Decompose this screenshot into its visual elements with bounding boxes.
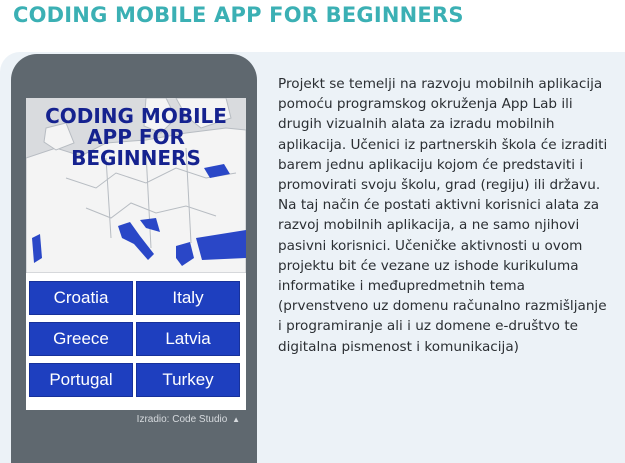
croatia-button[interactable]: Croatia <box>29 281 133 315</box>
app-footer-bar <box>26 410 246 432</box>
greece-button[interactable]: Greece <box>29 322 133 356</box>
page-title: CODING MOBILE APP FOR BEGINNERS <box>13 3 464 27</box>
credit-link[interactable] <box>137 414 240 425</box>
credit-text: Izradio: Code Studio <box>136 414 228 425</box>
latvia-button[interactable]: Latvia <box>136 322 240 356</box>
europe-map <box>26 98 246 273</box>
caret-up-icon: ▲ <box>232 415 240 424</box>
portugal-button[interactable]: Portugal <box>29 363 133 397</box>
app-title-line-1: CODING MOBILE <box>45 104 227 128</box>
app-title-line-2: APP FOR <box>87 125 185 149</box>
app-title-overlay <box>26 106 246 169</box>
app-title-line-3: BEGINNERS <box>71 146 201 170</box>
turkey-button[interactable]: Turkey <box>136 363 240 397</box>
app-screen[interactable] <box>26 98 246 410</box>
italy-button[interactable]: Italy <box>136 281 240 315</box>
project-description: Projekt se temelji na razvoju mobilnih aplikacija pomoću programskog okruženja App Lab ili drugih vizualnih alata za izradu mobilnih aplikacija. Učenici iz partnerskih škola će izraditi barem jednu aplikaciju kojom će predstaviti i promovirati svoju školu, grad (regiju) ili državu. Na taj način će postati aktivni korisnici alata za razvoj mobilnih aplikacija, a ne samo njihovi pasivni korisnici. Učeničke aktivnosti u ovom projektu bit će vezane uz ishode kurikuluma informatike i međupredmetnih tema (prvenstveno uz domenu računalno razmišljanje i programiranje ali i uz domene e-društvo te digitalna pismenost i komunikacija) <box>278 76 608 355</box>
